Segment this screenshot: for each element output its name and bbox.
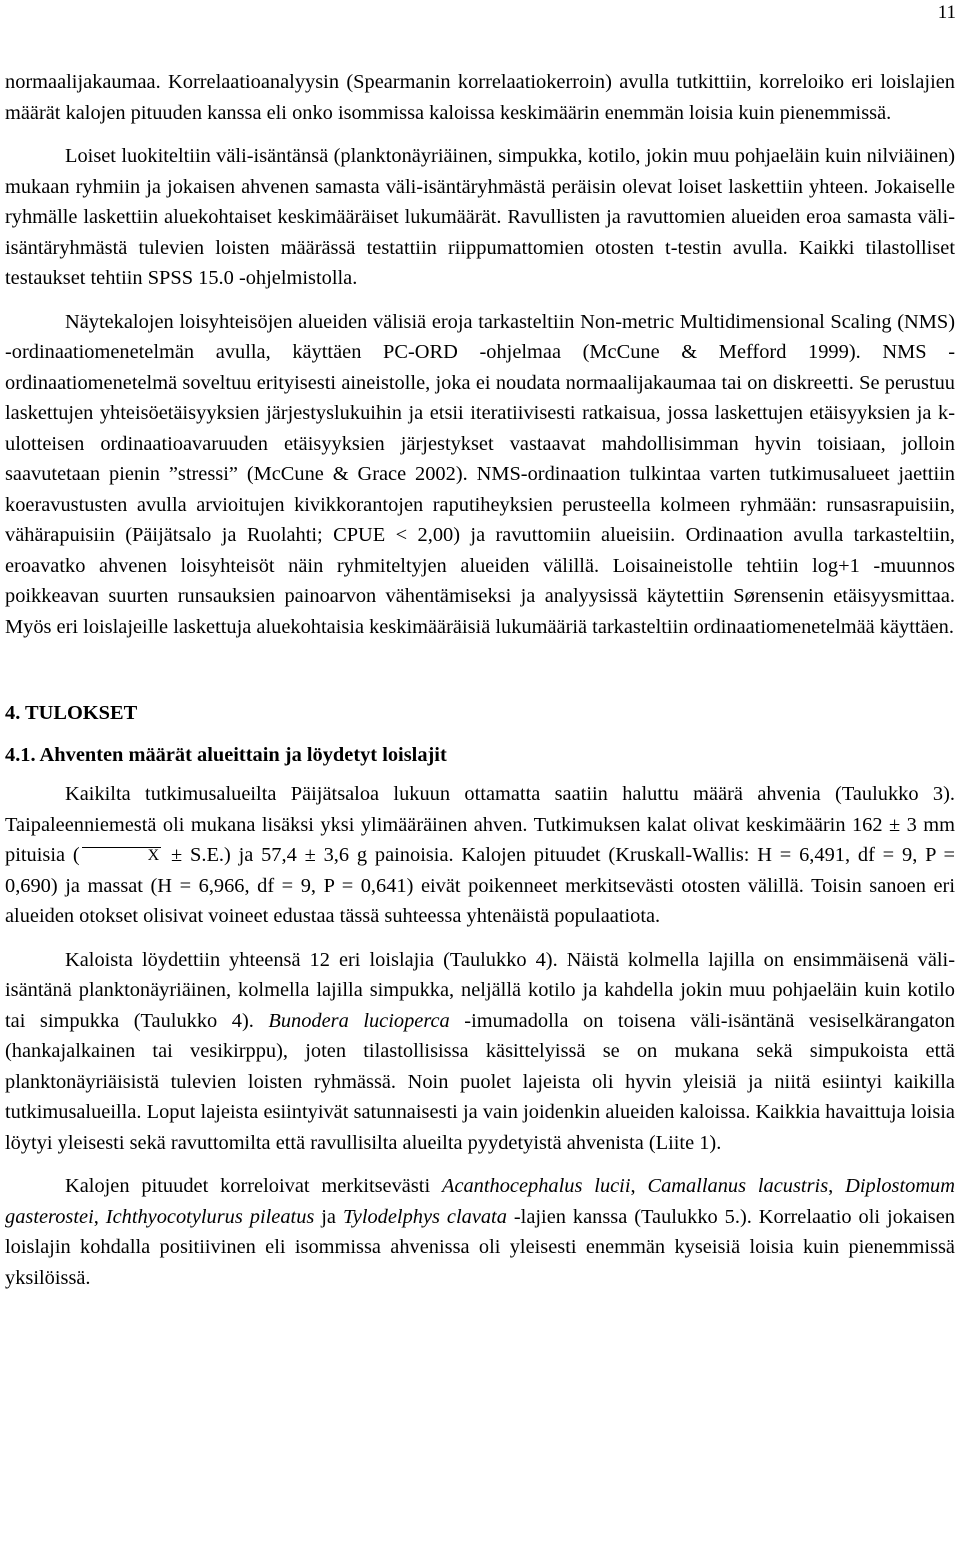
species-name: Bunodera luciopercа [268, 1009, 450, 1032]
subsection-heading-perch-counts: 4.1. Ahventen määrät alueittain ja löydetyt loislajit [5, 744, 447, 766]
species-name: Acanthocephalus lucii [441, 1175, 631, 1197]
text-run: Kaikilta tutkimusalueilta Päijätsaloa lukuun ottamatta saatiin haluttu määrä ahvenia (Taulukko 3). Taipaleenniemestä oli mukana lisäksi yksi ylimääräinen ahven. Tutkimuksen kalat olivat keskimäärin 162 ± 3 mm pituisia ( [5, 783, 955, 866]
section-heading-results: 4. TULOKSET [5, 702, 138, 724]
paragraph-parasite-species [5, 945, 955, 1159]
text-run: , [630, 1175, 648, 1197]
text-run: , [93, 1205, 106, 1228]
species-name: Ichthyocotylurus pileatus [105, 1205, 315, 1228]
species-name: Camallanus lacustris [647, 1175, 829, 1197]
paragraph-length-correlation [5, 1171, 955, 1293]
paragraph-methods-grouping: Loiset luokiteltiin väli-isäntänsä (planktonäyriäinen, simpukka, kotilo, jokin muu pohjaeläin kuin nilviäinen) mukaan ryhmiin ja jokaisen ahvenen samasta väli-isäntäryhmästä peräisin olevat loiset laskettiin yhteen. Jokaiselle ryhmälle laskettiin aluekohtaiset keskimääräiset lukumäärät. Ravullisten ja ravuttomien alueiden eroa samasta väli-isäntäryhmästä tulevien loisten määrässä testattiin riippumattomien otosten t-testin avulla. Kaikki tilastolliset testaukset tehtiin SPSS 15.0 -ohjelmistolla. [5, 145, 955, 289]
text-run: -imumadolla on toisena väli-isäntänä vesiselkärangaton (hankajalkainen tai vesikirppu), joten tilastollisissa käsittelyissä se on mukana sekä simpukoista että planktonäyriäisistä tulevien loisten ryhmässä. Noin puolet lajeista oli hyvin yleisiä ja niitä esiintyi kaikilla tutkimusalueilla. Loput lajeista esiintyivät satunnaisesti ja vain joidenkin alueiden kaloissa. Kaikkia havaittuja loisia löytyi yleisesti sekä ravuttomilta että ravullisilta alueilta pyydetyistä ahvenista (Liite 1). [5, 1009, 955, 1154]
text-run: Kaloista löydettiin yhteensä 12 eri loislajia (Taulukko 4). Näistä kolmella lajilla on ensimmäisenä väli-isäntänä planktonäyriäinen, kolmella lajilla simpukka, neljällä kotilo ja kahdella jokin muu pohjaeläin kuin kotilo tai simpukka (Taulukko 4). [5, 948, 955, 1032]
paragraph-perch-sizes [5, 779, 955, 932]
mean-symbol: X [82, 847, 162, 864]
text-run: ± S.E.) ja 57,4 ± 3,6 g painoisia. Kalojen pituudet (Kruskall-Wallis: H = 6,491, df = 9, P = 0,690) ja massat (H = 6,966, df = 9, P = 0,641) eivät poikenneet merkitsevästi otosten välillä. Toisin sanoen eri alueiden otokset olisivat voineet edustaa tässä suhteessa yhtenäistä populaatiota. [5, 844, 955, 927]
text-run: -lajien kanssa (Taulukko 5.). Korrelaatio oli jokaisen loislajin kohdalla positiivinen eli isommissa ahvenissa oli yleisesti enemmän kyseisiä loisia kuin pienemmissä yksilöissä. [5, 1205, 955, 1289]
text-run: , [828, 1175, 846, 1197]
species-name: Tylodelphys clavata [342, 1205, 507, 1228]
text-run: Kalojen pituudet korreloivat merkitsevästi [65, 1175, 442, 1197]
page-number: 11 [937, 2, 956, 23]
species-name: Diplostomum gasterostei [5, 1175, 955, 1228]
document-body [5, 67, 955, 1293]
paragraph-methods-nms: Näytekalojen loisyhteisöjen alueiden välisiä eroja tarkasteltiin Non-metric Multidimensional Scaling (NMS) -ordinaatiomenetelmän avulla, käyttäen PC-ORD -ohjelmaa (McCune & Mefford 1999). NMS -ordinaatiomenetelmä soveltuu erityisesti aineistolle, joka ei noudata normaalijakaumaa tai on diskreetti. Se perustuu laskettujen yhteisöetäisyyksien järjestyslukuihin ja etsii iteratiivisesti ratkaisua, jossa laskettujen etäisyyksien ja k-ulotteisen ordinaatioavaruuden etäisyyksien järjestykset vastaavat mahdollisimman hyvin toisiaan, jolloin saavutetaan pienin ”stressi” (McCune & Grace 2002). NMS-ordinaation tulkintaa varten tutkimusalueet jaettiin koeravustusten avulla arvioitujen kivikkorantojen raputiheyksien perusteella kolmeen ryhmään: runsasrapuisiin, vähärapuisiin (Päijätsalo ja Ruolahti; CPUE < 2,00) ja ravuttomiin alueisiin. Ordinaation avulla tarkasteltiin, eroavatko ahvenen loisyhteisöt näin ryhmiteltyjen alueiden välillä. Loisaineistolle tehtiin log+1 -muunnos poikkeavan suurten runsauksien painoarvon vähentämiseksi ja analyysissä käytettiin Sørensenin etäisyysmittaa. Myös eri loislajeille laskettuja aluekohtaisia keskimääräisiä lukumääriä tarkasteltiin ordinaatiomenetelmää käyttäen. [5, 310, 955, 638]
paragraph-methods-correlation: normaalijakaumaa. Korrelaatioanalyysin (Spearmanin korrelaatiokerroin) avulla tutkittiin, korreloiko eri loislajien määrät kalojen pituuden kanssa eli onko isommissa kaloissa keskimäärin enemmän loisia kuin pienemmissä. [5, 71, 955, 124]
text-run: ja [314, 1205, 343, 1228]
